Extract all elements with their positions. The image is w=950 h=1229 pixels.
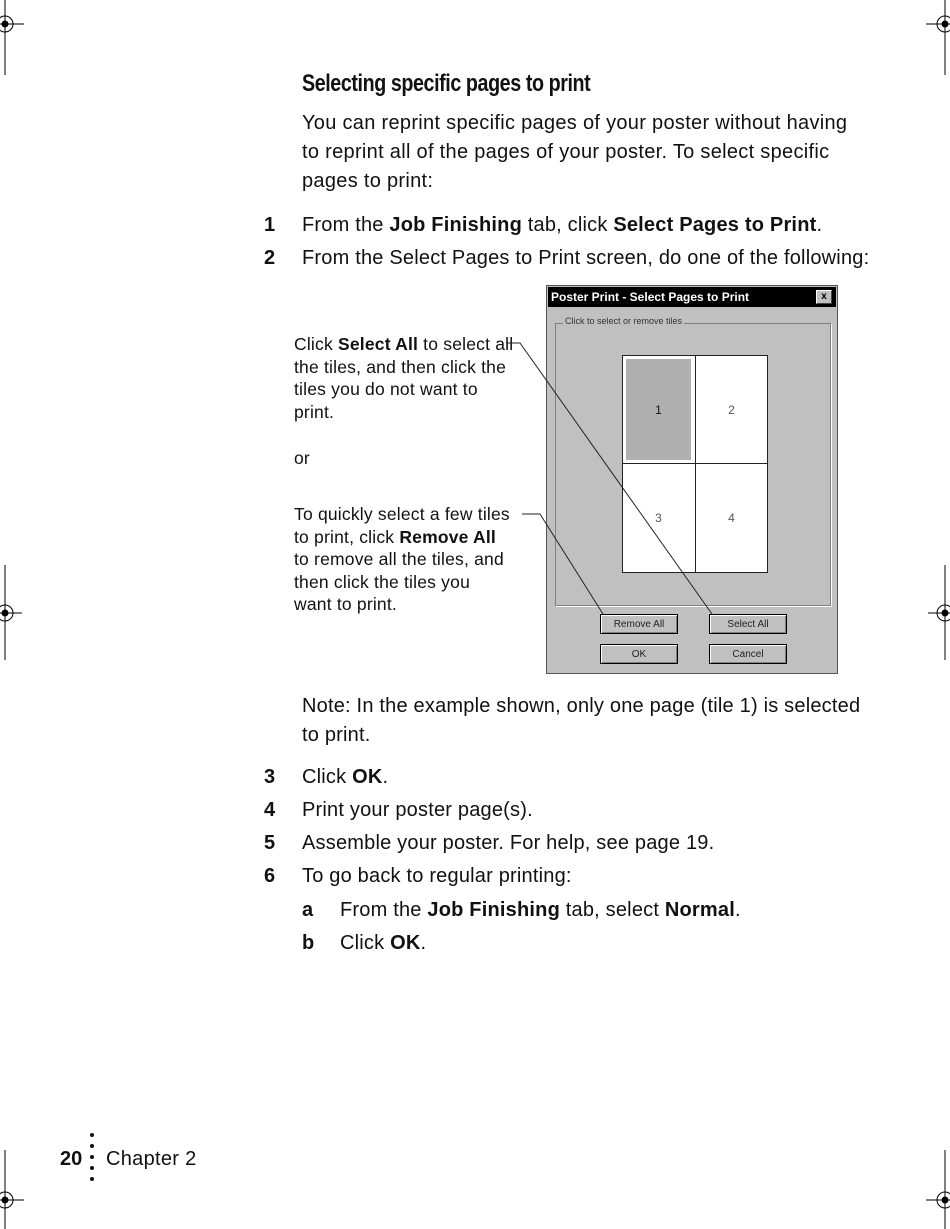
callout-text: Click [294, 334, 338, 354]
callout-bold-text: Select All [337, 334, 419, 354]
step-number: 5 [264, 832, 276, 854]
select-all-button[interactable]: Select All [709, 614, 787, 634]
substep-a [302, 897, 741, 923]
note: Note: In the example shown, only one page (tile 1) is selected to print. [302, 695, 861, 746]
remove-all-button[interactable]: Remove All [600, 614, 678, 634]
step-bold-text: OK [390, 932, 421, 954]
substep-letter: b [302, 932, 315, 954]
step-bold-text: Select Pages to Print [613, 214, 817, 236]
step-number: 1 [264, 214, 276, 236]
step-number: 6 [264, 865, 276, 887]
step-text: From the Select Pages to Print screen, do one of the following: [302, 247, 870, 269]
page-number: 20 [60, 1148, 83, 1170]
step-4 [264, 797, 533, 823]
step-text: . [816, 214, 823, 236]
step-3 [264, 764, 389, 790]
step-text: Print your poster page(s). [302, 799, 533, 821]
tile-2[interactable]: 2 [728, 402, 735, 417]
step-text: From the [340, 899, 428, 921]
step-text: tab, select [559, 899, 665, 921]
callout-line: then click the tiles you [294, 571, 470, 592]
step-text: From the [302, 214, 390, 236]
step-text: tab, click [521, 214, 614, 236]
callout-or: or [294, 448, 310, 468]
callout-line: want to print. [294, 594, 397, 614]
step-text: Assemble your poster. For help, see page 19. [302, 832, 715, 854]
step-bold-text: Job Finishing [389, 214, 522, 236]
close-icon[interactable]: x [816, 290, 832, 304]
step-bold-text: Normal [664, 899, 735, 921]
step-bold-text: OK [352, 766, 383, 788]
step-bold-text: Job Finishing [427, 899, 560, 921]
footer-dot [90, 1144, 94, 1148]
dialog-title: Poster Print - Select Pages to Print [551, 290, 750, 304]
step-number: 3 [264, 766, 276, 788]
step-text: Click [302, 766, 353, 788]
callout-line: the tiles, and then click the [294, 356, 507, 377]
footer-dot [90, 1166, 94, 1170]
step-5 [264, 830, 715, 856]
tile-3[interactable]: 3 [655, 510, 662, 525]
callout-line: print. [294, 401, 335, 422]
step-6 [264, 863, 572, 889]
callout-line: to remove all the tiles, and [294, 549, 504, 569]
step-text: . [420, 932, 427, 954]
substep-letter: a [302, 899, 314, 921]
callout-bold-text: Remove All [399, 526, 496, 547]
tile-1[interactable]: 1 [623, 356, 694, 463]
callout-line: To quickly select a few tiles [294, 504, 510, 524]
groupbox-label: Click to select or remove tiles [565, 316, 683, 326]
callout-line: tiles you do not want to [294, 379, 478, 399]
section-heading: Selecting specific pages to print [302, 70, 591, 97]
step-text: . [382, 766, 389, 788]
footer-dot [90, 1177, 94, 1181]
ok-button[interactable]: OK [600, 644, 678, 664]
cancel-button[interactable]: Cancel [709, 644, 787, 664]
footer-dot [90, 1155, 94, 1159]
tile-4[interactable]: 4 [728, 510, 735, 525]
step-text: . [734, 899, 741, 921]
substep-b [302, 930, 427, 956]
callout-text: to select all [418, 334, 514, 354]
chapter-label: Chapter 2 [106, 1148, 197, 1170]
step-number: 4 [264, 799, 276, 821]
step-text: Click [340, 932, 391, 954]
footer-dot [90, 1133, 94, 1137]
intro-paragraph: You can reprint specific pages of your poster without having to reprint all of the pages of your poster. To select specific pages to print: [302, 112, 848, 192]
step-number: 2 [264, 247, 276, 269]
callout-text: to print, click [294, 526, 400, 547]
step-text: To go back to regular printing: [302, 865, 572, 887]
